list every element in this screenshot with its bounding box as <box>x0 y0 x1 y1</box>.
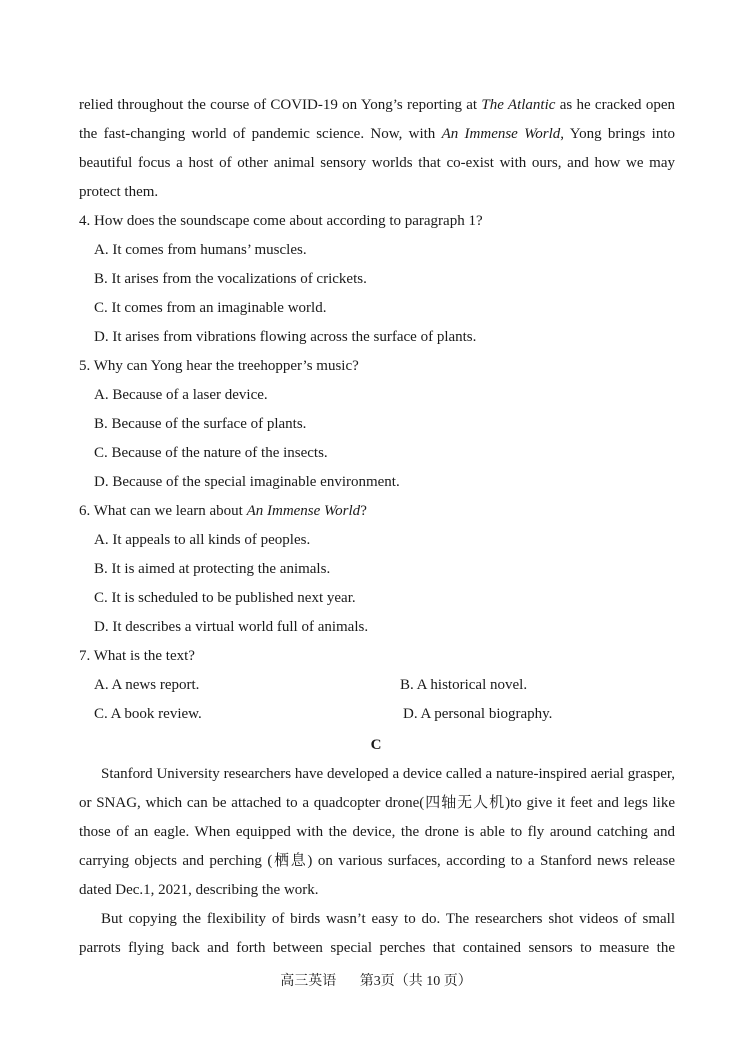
question-6-option-d: D. It describes a virtual world full of animals. <box>94 619 369 635</box>
section-c-p1-line-2: or SNAG, which can be attached to a quadcopter drone(四轴无人机)to give it feet and legs like <box>79 795 675 811</box>
passage-b-line-1: relied throughout the course of COVID-19 on Yong’s reporting at The Atlantic as he cracked open <box>79 97 675 113</box>
question-5-option-c: C. Because of the nature of the insects. <box>94 445 328 461</box>
question-7-stem: 7. What is the text? <box>79 648 195 664</box>
question-4-option-a: A. It comes from humans’ muscles. <box>94 242 307 258</box>
question-6-stem: 6. What can we learn about An Immense World? <box>79 503 367 519</box>
section-c-p1-line-5: dated Dec.1, 2021, describing the work. <box>79 882 319 898</box>
question-4-stem: 4. How does the soundscape come about according to paragraph 1? <box>79 213 483 229</box>
question-5-option-d: D. Because of the special imaginable environment. <box>94 474 400 490</box>
question-7-option-a: A. A news report. <box>94 677 200 693</box>
question-6-option-a: A. It appeals to all kinds of peoples. <box>94 532 311 548</box>
question-7-option-b: B. A historical novel. <box>400 677 528 693</box>
footer-subject: 高三英语 <box>280 974 337 989</box>
question-7-option-c: C. A book review. <box>94 706 202 722</box>
section-c-p1-line-4: carrying objects and perching (栖息) on various surfaces, according to a Stanford news release <box>79 853 675 869</box>
question-6-option-c: C. It is scheduled to be published next year. <box>94 590 356 606</box>
section-c-p1-line-1: Stanford University researchers have developed a device called a nature-inspired aerial grasper, <box>101 766 675 782</box>
passage-b-line-3: beautiful focus a host of other animal sensory worlds that co-exist with ours, and how we may <box>79 155 675 171</box>
question-4-option-b: B. It arises from the vocalizations of crickets. <box>94 271 367 287</box>
question-4-option-d: D. It arises from vibrations flowing across the surface of plants. <box>94 329 477 345</box>
question-5-stem: 5. Why can Yong hear the treehopper’s music? <box>79 358 359 374</box>
section-c-p2-line-2: parrots flying back and forth between special perches that contained sensors to measure the <box>79 940 675 956</box>
page-footer <box>0 972 752 992</box>
section-c-p1-line-3: those of an eagle. When equipped with the device, the drone is able to fly around catching and <box>79 824 675 840</box>
passage-b-line-2: the fast-changing world of pandemic science. Now, with An Immense World, Yong brings into <box>79 126 675 142</box>
section-c-heading: C <box>370 737 382 753</box>
footer-page-number: 第3页（共 10 页） <box>359 974 472 989</box>
question-5-option-b: B. Because of the surface of plants. <box>94 416 307 432</box>
passage-b-line-4: protect them. <box>79 184 159 200</box>
question-6-option-b: B. It is aimed at protecting the animals. <box>94 561 331 577</box>
question-5-option-a: A. Because of a laser device. <box>94 387 268 403</box>
question-7-option-d: D. A personal biography. <box>403 706 553 722</box>
question-4-option-c: C. It comes from an imaginable world. <box>94 300 327 316</box>
section-c-p2-line-1: But copying the flexibility of birds wasn’t easy to do. The researchers shot videos of small <box>101 911 675 927</box>
